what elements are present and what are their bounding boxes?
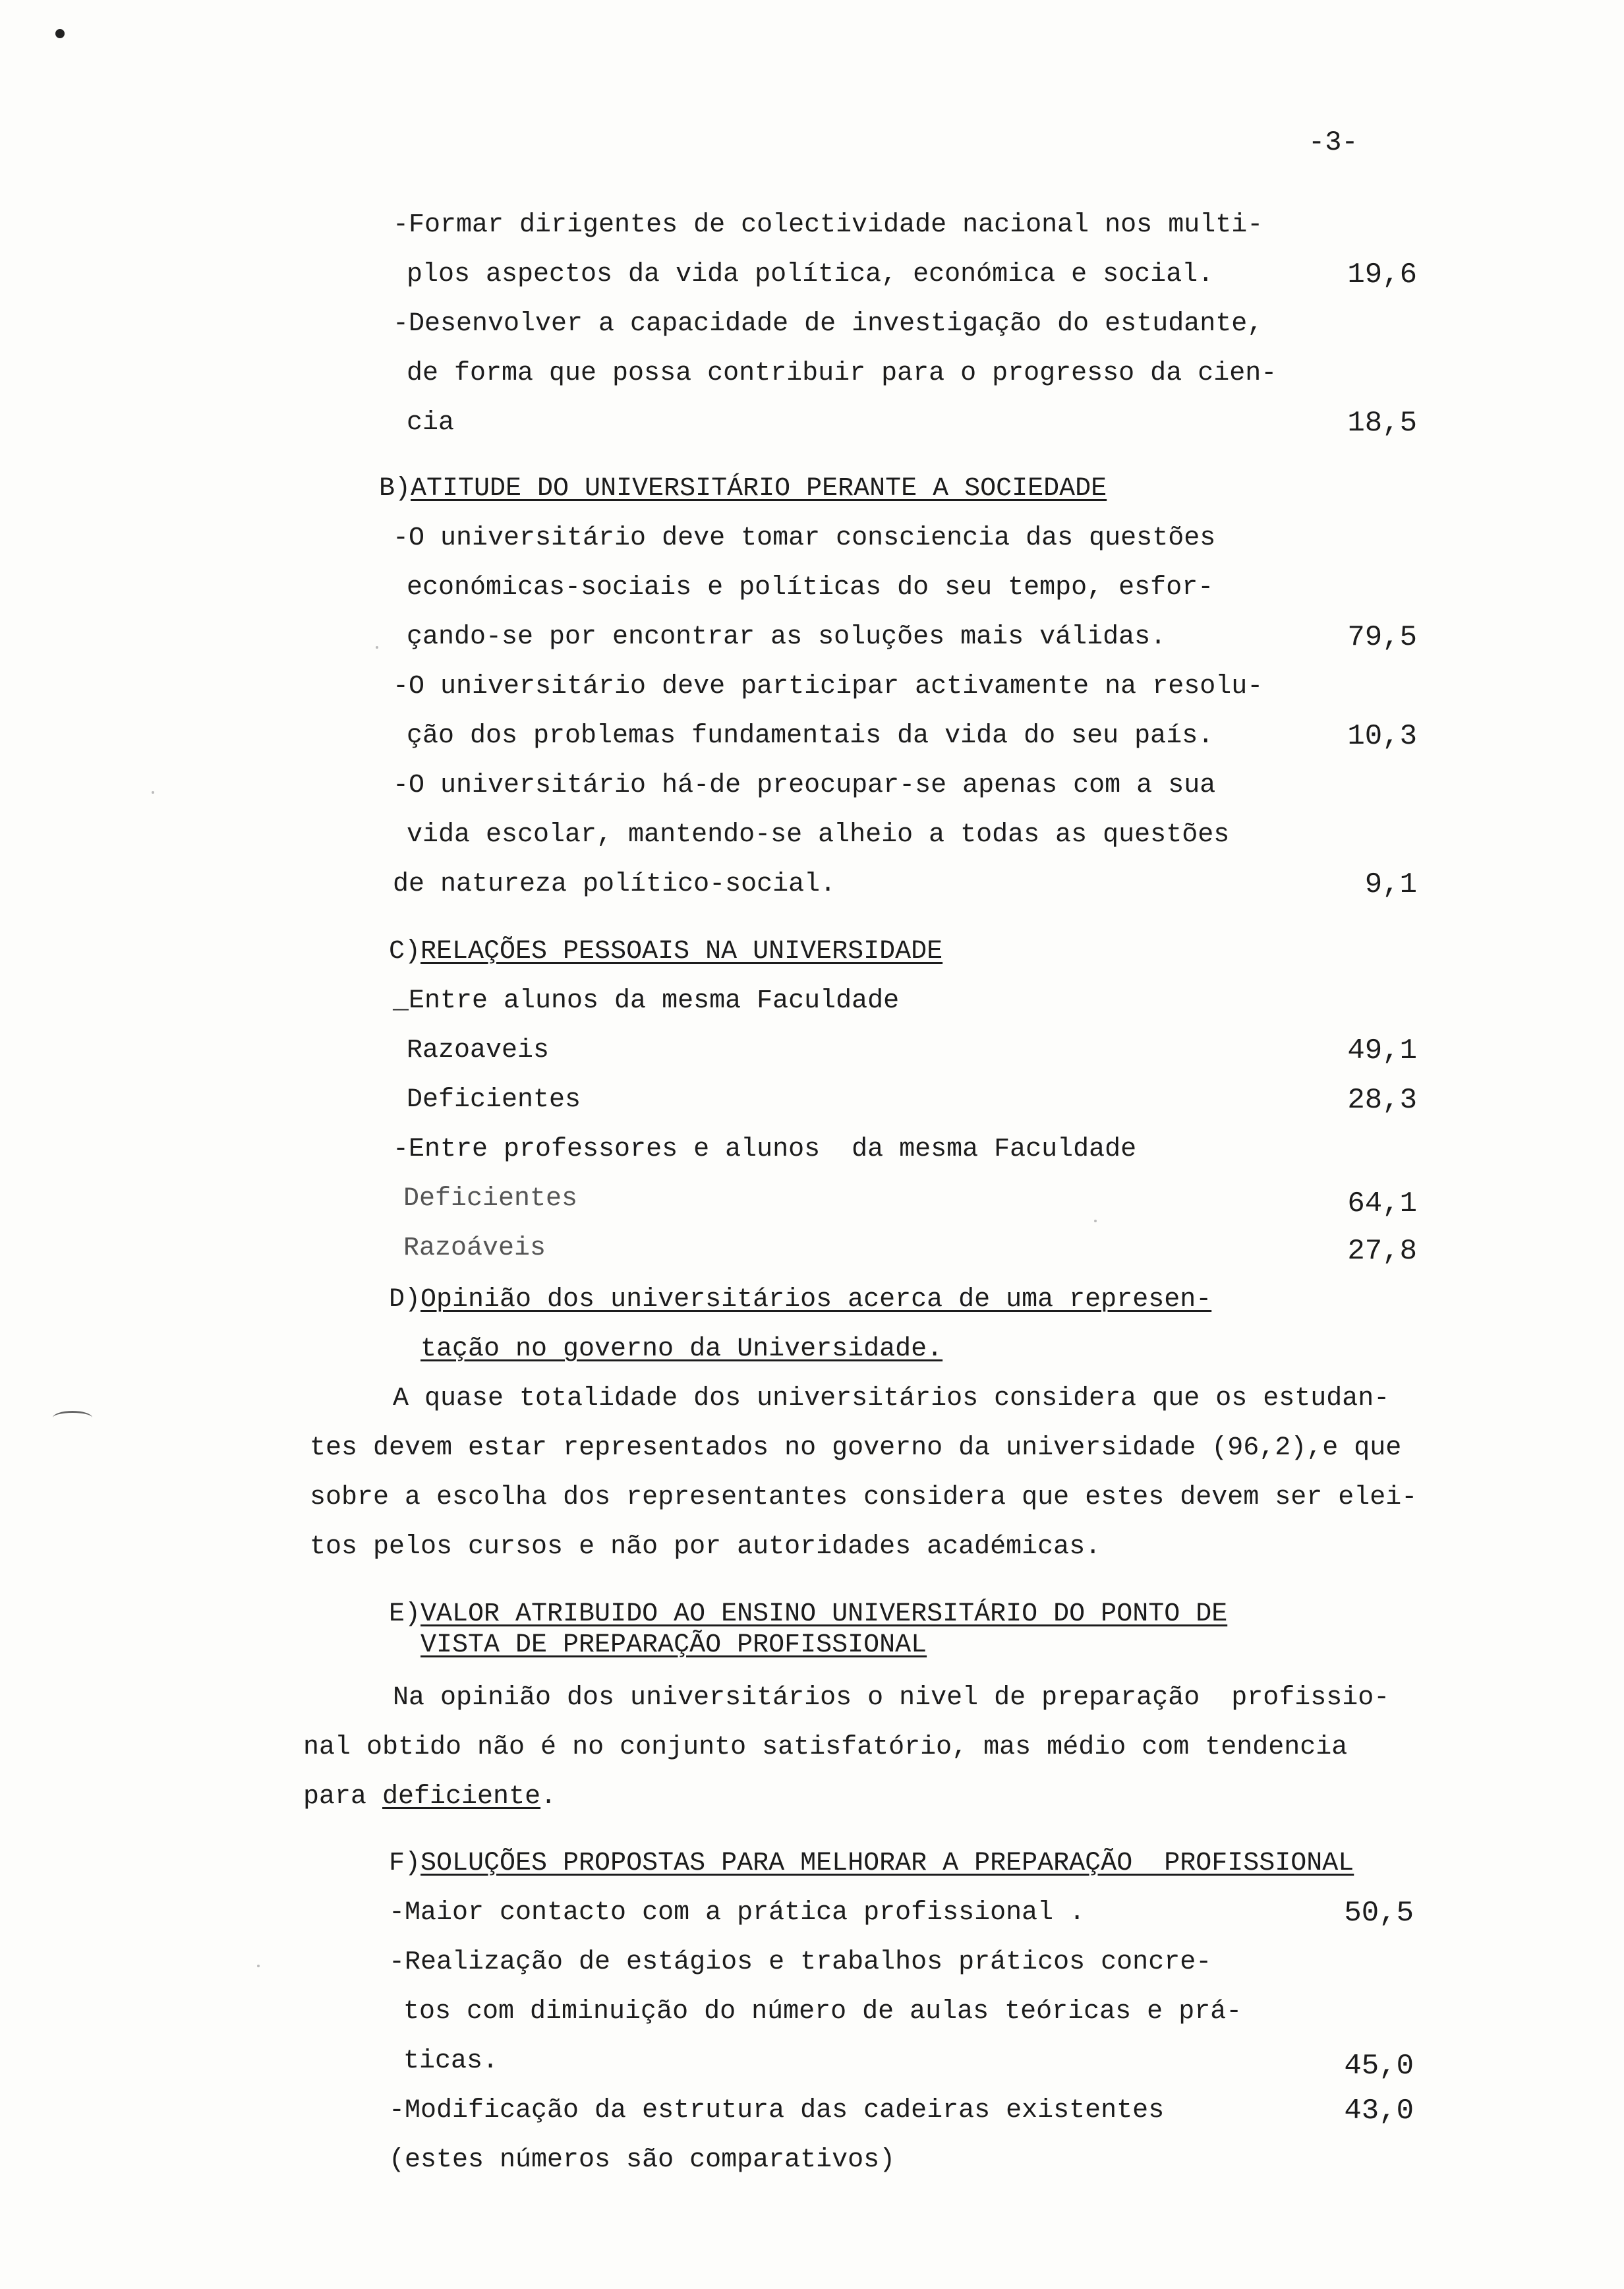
text-line: -Entre professores e alunos da mesma Faculdade <box>393 1135 1137 1164</box>
section-heading <box>389 1284 1211 1316</box>
text-line: económicas-sociais e políticas do seu tempo, esfor- <box>407 573 1214 603</box>
text-fragment: para <box>303 1782 383 1812</box>
section-title: RELAÇÕES PESSOAIS NA UNIVERSIDADE <box>420 937 943 966</box>
text-line: tos com diminuição do número de aulas teóricas e prá- <box>403 1997 1242 2027</box>
section-heading <box>389 1599 1227 1630</box>
text-line: Deficientes <box>403 1184 578 1214</box>
paragraph-line: sobre a escolha dos representantes considera que estes devem ser elei- <box>310 1483 1418 1512</box>
text-line: vida escolar, mantendo-se alheio a todas as questões <box>407 820 1230 850</box>
underlined-word: deficiente <box>382 1782 541 1812</box>
section-heading <box>389 1848 1354 1880</box>
section-title: ATITUDE DO UNIVERSITÁRIO PERANTE A SOCIEDADE <box>411 474 1107 504</box>
value: 79,5 <box>1347 621 1417 654</box>
text-line: de forma que possa contribuir para o progresso da cien- <box>407 359 1277 388</box>
section-prefix: F) <box>389 1849 421 1878</box>
value: 27,8 <box>1347 1235 1417 1268</box>
text-line: (estes números são comparativos) <box>389 2145 896 2175</box>
section-title-cont: VISTA DE PREPARAÇÃO PROFISSIONAL <box>420 1630 927 1660</box>
section-prefix: D) <box>389 1285 421 1315</box>
section-title: VALOR ATRIBUIDO AO ENSINO UNIVERSITÁRIO DO PONTO DE <box>420 1599 1228 1629</box>
text-line: ção dos problemas fundamentais da vida do seu país. <box>407 721 1214 751</box>
scan-speck <box>376 646 378 649</box>
text-line: -Formar dirigentes de colectividade nacional nos multi- <box>393 210 1263 240</box>
value: 49,1 <box>1347 1034 1417 1067</box>
scan-speck <box>152 791 154 794</box>
section-prefix: C) <box>389 937 421 966</box>
text-line: _Entre alunos da mesma Faculdade <box>393 986 900 1016</box>
paragraph-line: tes devem estar representados no governo da universidade (96,2),e que <box>310 1433 1402 1463</box>
value: 64,1 <box>1347 1187 1417 1220</box>
section-prefix: B) <box>379 474 411 504</box>
text-line: -O universitário deve tomar consciencia das questões <box>393 523 1216 553</box>
scan-speck <box>1094 1220 1097 1222</box>
text-line: plos aspectos da vida política, económica e social. <box>407 260 1214 289</box>
text-line: cia <box>407 408 455 438</box>
paragraph-line: Na opinião dos universitários o nivel de preparação profissio- <box>393 1683 1390 1713</box>
section-prefix: E) <box>389 1599 421 1629</box>
punch-mark <box>55 29 65 38</box>
text-line: ticas. <box>403 2046 499 2076</box>
text-line: -Maior contacto com a prática profissional . <box>389 1898 1086 1928</box>
text-line: çando-se por encontrar as soluções mais válidas. <box>407 622 1167 652</box>
paragraph-line: A quase totalidade dos universitários considera que os estudan- <box>393 1384 1390 1413</box>
page-number: -3- <box>1308 127 1358 158</box>
text-line: -Desenvolver a capacidade de investigação do estudante, <box>393 309 1263 339</box>
value: 18,5 <box>1347 407 1417 440</box>
scan-speck <box>257 1965 260 1967</box>
section-title-cont: tação no governo da Universidade. <box>420 1334 943 1364</box>
text-line: Razoaveis <box>407 1036 550 1065</box>
scan-mark <box>53 1411 92 1425</box>
value: 28,3 <box>1347 1084 1417 1117</box>
paragraph-line <box>303 1781 556 1813</box>
section-title: Opinião dos universitários acerca de uma represen- <box>420 1285 1212 1315</box>
section-title: SOLUÇÕES PROPOSTAS PARA MELHORAR A PREPARAÇÃO PROFISSIONAL <box>420 1849 1354 1878</box>
paragraph-line: tos pelos cursos e não por autoridades académicas. <box>310 1532 1101 1562</box>
text-line: -Realização de estágios e trabalhos práticos concre- <box>389 1947 1212 1977</box>
value: 50,5 <box>1344 1897 1414 1930</box>
value: 45,0 <box>1344 2050 1414 2083</box>
value: 9,1 <box>1364 868 1417 901</box>
text-line: Deficientes <box>407 1085 581 1115</box>
text-line: -Modificação da estrutura das cadeiras existentes <box>389 2096 1165 2126</box>
text-line: de natureza político-social. <box>393 870 836 899</box>
paragraph-line: nal obtido não é no conjunto satisfatório, mas médio com tendencia <box>303 1733 1348 1762</box>
text-line: Razoáveis <box>403 1234 546 1263</box>
text-line: -O universitário deve participar activamente na resolu- <box>393 672 1263 701</box>
section-heading <box>379 473 1107 505</box>
value: 19,6 <box>1347 258 1417 291</box>
text-line: -O universitário há-de preocupar-se apenas com a sua <box>393 771 1216 800</box>
text-fragment: . <box>540 1782 557 1812</box>
value: 43,0 <box>1344 2095 1414 2127</box>
value: 10,3 <box>1347 720 1417 753</box>
section-heading <box>389 936 942 968</box>
